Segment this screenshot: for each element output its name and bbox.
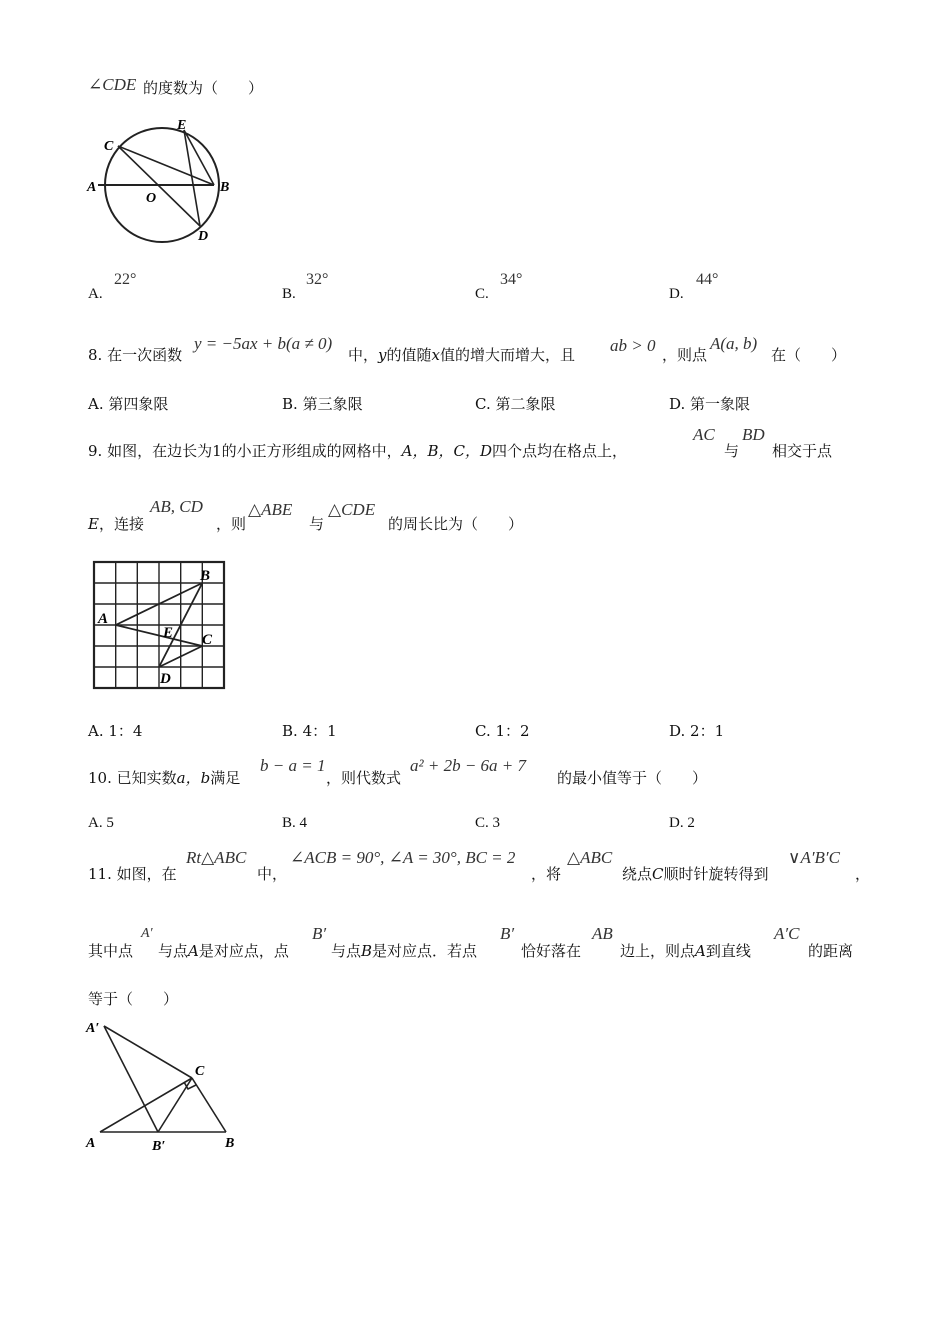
q9-text: 如图，在边长为1的小正方形组成的网格中，: [107, 442, 402, 460]
q9-option-d-value: 2：1: [690, 722, 725, 740]
q11-label-a: A: [86, 1136, 96, 1151]
q7-label-o: O: [146, 191, 157, 206]
q9-line2a: [88, 513, 144, 534]
q9-option-b-value: 4：1: [302, 722, 337, 740]
q11-text-comma: ，: [855, 865, 871, 883]
q11-text-around: [622, 863, 769, 884]
q8-text: 值的增大而增大，且: [439, 346, 575, 364]
q9-number: 9.: [88, 442, 103, 460]
q9-label-a: A: [98, 611, 109, 627]
q9-option-a: [88, 720, 142, 741]
q9-label-b: B: [200, 568, 211, 584]
q11-label-a-prime: A′: [86, 1021, 100, 1036]
q9-cde-math: △CDE: [328, 500, 376, 519]
q11-line2-d: [331, 940, 477, 961]
q11-ab-math: AB: [592, 924, 613, 943]
q9-option-a-letter: A.: [88, 722, 104, 740]
q11-text: 与点: [158, 942, 189, 960]
q8-option-b: [282, 393, 363, 414]
q11-text: 是对应点，点: [198, 942, 289, 960]
q8-option-b-value: 第三象限: [302, 395, 363, 413]
q8-var-x: x: [431, 346, 440, 364]
q9-text: ，连接: [98, 515, 144, 533]
q10-option-c: [475, 815, 500, 832]
q11-number: 11.: [88, 865, 112, 883]
q11-label-b-prime: B′: [152, 1139, 166, 1154]
q8-option-d-value: 第一象限: [690, 395, 751, 413]
q8-option-a-letter: A.: [88, 395, 104, 413]
q11-line3: 等于（ ）: [88, 990, 179, 1008]
q9-bd-math: BD: [742, 425, 765, 444]
q9-option-b-letter: B.: [282, 722, 298, 740]
q8-stem-cont: [348, 344, 575, 365]
q11-text-rotate: ，将: [531, 865, 562, 883]
q7-label-c: C: [104, 139, 114, 154]
q9-grid-figure: [88, 556, 230, 694]
q11-var-c: C: [652, 865, 664, 883]
q7-angle-math: ∠CDE: [88, 75, 137, 94]
q9-option-c: [475, 720, 530, 741]
q9-var-e: E: [88, 515, 99, 533]
q9-abe-math: △ABE: [248, 500, 293, 519]
q9-option-b: [282, 720, 337, 741]
q10-condition-math: b − a = 1: [260, 756, 326, 775]
q10-option-c-letter: C.: [475, 815, 489, 831]
q10-text: 满足: [210, 769, 241, 787]
q11-label-c: C: [195, 1064, 205, 1079]
q10-number: 10.: [88, 769, 112, 787]
q11-text: 到直线: [705, 942, 751, 960]
q10-text: 已知实数: [116, 769, 177, 787]
q11-text: 是对应点．若点: [372, 942, 478, 960]
q8-number: 8.: [88, 346, 103, 364]
q9-option-c-value: 1：2: [495, 722, 530, 740]
q8-condition-math: ab > 0: [610, 336, 656, 355]
q7-label-a: A: [87, 180, 97, 195]
q7-option-c-letter: C.: [475, 286, 489, 302]
q8-option-c-letter: C.: [475, 395, 491, 413]
q8-point-math: A(a, b): [710, 334, 758, 353]
q11-condition-math: ∠ACB = 90°, ∠A = 30°, BC = 2: [290, 848, 516, 867]
q11-b-prime-math-2: B′: [500, 924, 515, 943]
q9-option-c-letter: C.: [475, 722, 491, 740]
q11-line2-f: 恰好落在: [521, 942, 582, 960]
q10-stem: [88, 767, 240, 788]
q11-abc-math: △ABC: [567, 848, 613, 867]
q8-var-y: y: [378, 346, 387, 364]
q11-line2-a: 其中点: [88, 942, 134, 960]
q8-option-a-value: 第四象限: [108, 395, 169, 413]
q10-option-d-letter: D.: [669, 815, 684, 831]
q11-b-prime-math: B′: [312, 924, 327, 943]
q7-option-a-letter: A.: [88, 286, 103, 302]
q10-option-b-letter: B.: [282, 815, 296, 831]
q7-option-b-letter: B.: [282, 286, 296, 302]
q8-stem: [88, 344, 182, 365]
q7-stem-text: 的度数为（ ）: [143, 79, 264, 97]
q8-text: 的值随: [386, 346, 432, 364]
q8-option-a: [88, 393, 168, 414]
q11-text: 与点: [331, 942, 362, 960]
q10-option-a: [88, 815, 114, 832]
q9-text-with: 与: [724, 442, 740, 460]
q7-option-b-value: 32°: [306, 271, 329, 288]
q9-text: 四个点均在格点上，: [492, 442, 628, 460]
q9-abcd-math: AB, CD: [150, 497, 203, 516]
q7-option-c-value: 34°: [500, 271, 523, 288]
q9-text-with2: 与: [309, 515, 325, 533]
q11-triangle-figure: [84, 1012, 249, 1157]
q7-option-d-letter: D.: [669, 286, 684, 302]
q9-text-end: 的周长比为（ ）: [388, 515, 524, 533]
q11-text: 顺时针旋转得到: [663, 865, 769, 883]
q10-option-d: [669, 815, 695, 832]
q10-text-expr: ，则代数式: [326, 769, 402, 787]
q11-text: 如图，在: [116, 865, 177, 883]
q9-text-then: ，则: [216, 515, 247, 533]
q11-line2-b: [158, 940, 289, 961]
q9-label-d: D: [160, 671, 171, 687]
q8-text: 中，: [348, 346, 379, 364]
q8-text: 在一次函数: [107, 346, 183, 364]
q7-label-d: D: [198, 229, 209, 244]
q11-var-a2: A: [695, 942, 706, 960]
q7-circle-figure: [84, 112, 254, 247]
q10-expression-math: a² + 2b − 6a + 7: [410, 756, 527, 775]
q11-rotated-math: ∨A′B′C: [788, 848, 840, 867]
q10-option-a-letter: A.: [88, 815, 103, 831]
q10-option-c-value: 3: [492, 815, 501, 831]
q11-var-a: A: [188, 942, 199, 960]
q11-text: 边上，则点: [620, 942, 696, 960]
q11-triangle-math: Rt△ABC: [186, 848, 247, 867]
q8-text-point: ，则点: [662, 346, 708, 364]
q9-label-c: C: [202, 632, 213, 648]
q11-line2-g: [620, 940, 751, 961]
q9-points: A，B，C，D: [401, 442, 492, 460]
q10-vars: a，b: [176, 769, 211, 787]
q11-a-prime-c-math: A′C: [774, 924, 800, 943]
q7-option-d-value: 44°: [696, 271, 719, 288]
q9-option-d: [669, 720, 724, 741]
q10-text-end: 的最小值等于（ ）: [557, 769, 708, 787]
q8-option-c-value: 第二象限: [495, 395, 556, 413]
q10-option-d-value: 2: [687, 815, 695, 831]
q9-option-d-letter: D.: [669, 722, 686, 740]
q7-label-e: E: [177, 118, 187, 133]
q8-option-c: [475, 393, 556, 414]
q8-option-d: [669, 393, 750, 414]
q10-option-b: [282, 815, 307, 832]
q8-function-math: y = −5ax + b(a ≠ 0): [194, 334, 333, 353]
q7-label-b: B: [220, 180, 230, 195]
q11-var-b: B: [361, 942, 373, 960]
q9-label-e: E: [163, 625, 174, 641]
q9-option-a-value: 1：4: [108, 722, 143, 740]
q9-stem: [88, 440, 627, 461]
q10-option-b-value: 4: [299, 815, 308, 831]
q8-option-d-letter: D.: [669, 395, 686, 413]
q10-option-a-value: 5: [106, 815, 114, 831]
q9-ac-math: AC: [693, 425, 715, 444]
q8-option-b-letter: B.: [282, 395, 298, 413]
q11-text-in: 中，: [257, 865, 288, 883]
q11-stem: [88, 863, 177, 884]
q11-line2-i: 的距离: [808, 942, 854, 960]
q11-a-prime-math: A′: [141, 926, 153, 941]
q11-label-b: B: [225, 1136, 235, 1151]
q7-option-a-value: 22°: [114, 271, 137, 288]
q11-text: 绕点: [622, 865, 653, 883]
q9-text-intersect: 相交于点: [772, 442, 833, 460]
q8-text-end: 在（ ）: [771, 346, 847, 364]
